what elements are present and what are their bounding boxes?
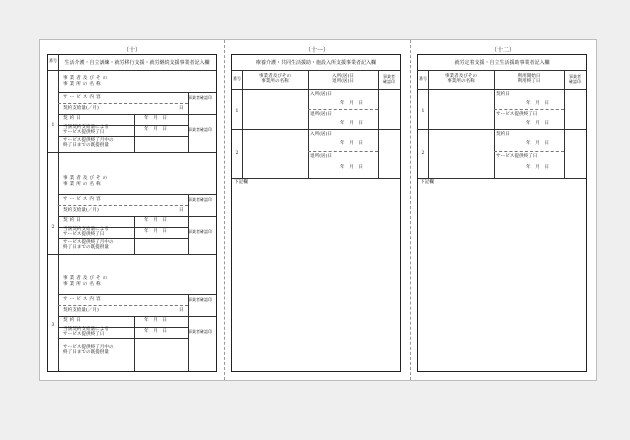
provider-name-label: 事業者及びその 事業所の名称 [63,276,110,287]
remarks-label-b: 下記欄 [234,180,248,185]
row-number: 2 [51,225,55,230]
panel-c-title: 就労定着支援・自立生活援助事業者記入欄 [454,60,550,66]
confirm-seal-label: 事業者確認印 [188,95,212,100]
row-number: 3 [51,323,55,328]
serial-label: 番号 [49,58,57,63]
col-provider-header: 事業者及びその 事業所の名称 [444,74,478,84]
row-number: 1 [51,123,55,128]
provider-name-label: 事業者及びその 事業所の名称 [63,76,110,87]
fold-line-left [224,40,225,380]
remarks-label-c: 下記欄 [420,180,434,185]
col-seal-header: 事業者 確認印 [383,74,395,84]
col-dates-header: 利用開始日 利用終了日 [517,74,541,84]
end-date-label: 当該契約支給量による サービス提供終了日 [63,125,109,135]
col-provider-header: 事業者及びその 事業所の名称 [258,74,292,84]
panel-c-table: 就労定着支援・自立生活援助事業者記入欄 番号 事業者及びその 事業所の名称 利用開始日 利用終了日 事業者 確認印 1 契約日 年 月 日 サービス提供終了日 年 月 日 2 契約日 年 月 日 サービス提供終了日 年 月 日 下記欄 [417,54,587,372]
contract-amount-label: 契約支給量(／月) [63,106,99,111]
contract-date-label: 契約日 [63,116,83,121]
panel-a-table: 番号 生活介護・自立訓練・就労移行支援・就労継続支援事業者記入欄 1 事業者及びその 事業所の名称 サービス内容 事業者確認印 契約支給量(／月) 日 契約日 年 月 日 当該契約支給量による サービス提供終了日 年 月 日 事業者確認印 サービス提供終了月中の 終了日までの既提供量 2 事業者及びその 事業所の名称 サービス内容 事業者確認印 契約支給量(／月) 日 契約日 年 月 日 当該契約支給量による サービス提供終了日 年 月 日 事業者確認印 サービス提供終了月中の 終了日までの既提供量 3 事業者及びその 事業所の名称 サービス内容 事業者確認印 契約支給量(／月) 日 契約日 年 月 日 当該契約支給量による サービス提供終了日 年 月 日 事業者確認印 サービス提供終了月中の 終了日までの既提供量 [47,54,217,372]
remaining-label: サービス提供終了月中の 終了日までの既提供量 [63,138,114,148]
page-number-c: （十二） [490,47,515,54]
fold-line-right [410,40,411,380]
page-number-b: （十一） [304,47,329,54]
col-dates-header: 入所(居)日 退所(居)日 [332,74,354,84]
panel-a-title: 生活介護・自立訓練・就労移行支援・就労継続支援事業者記入欄 [64,60,210,66]
certificate-sheet [39,39,597,381]
col-seal-header: 事業者 確認印 [569,74,581,84]
panel-b-title: 療養介護・共同生活援助・施設入所支援事業者記入欄 [255,60,376,66]
service-content-label: サービス内容 [63,95,103,100]
page-number-a: （十） [122,47,141,54]
panel-b-table: 療養介護・共同生活援助・施設入所支援事業者記入欄 番号 事業者及びその 事業所の名称 入所(居)日 退所(居)日 事業者 確認印 1 入所(居)日 年 月 日 退所(居)日 年 月 日 2 入所(居)日 年 月 日 退所(居)日 年 月 日 下記欄 [231,54,401,372]
provider-name-label: 事業者及びその 事業所の名称 [63,176,110,187]
